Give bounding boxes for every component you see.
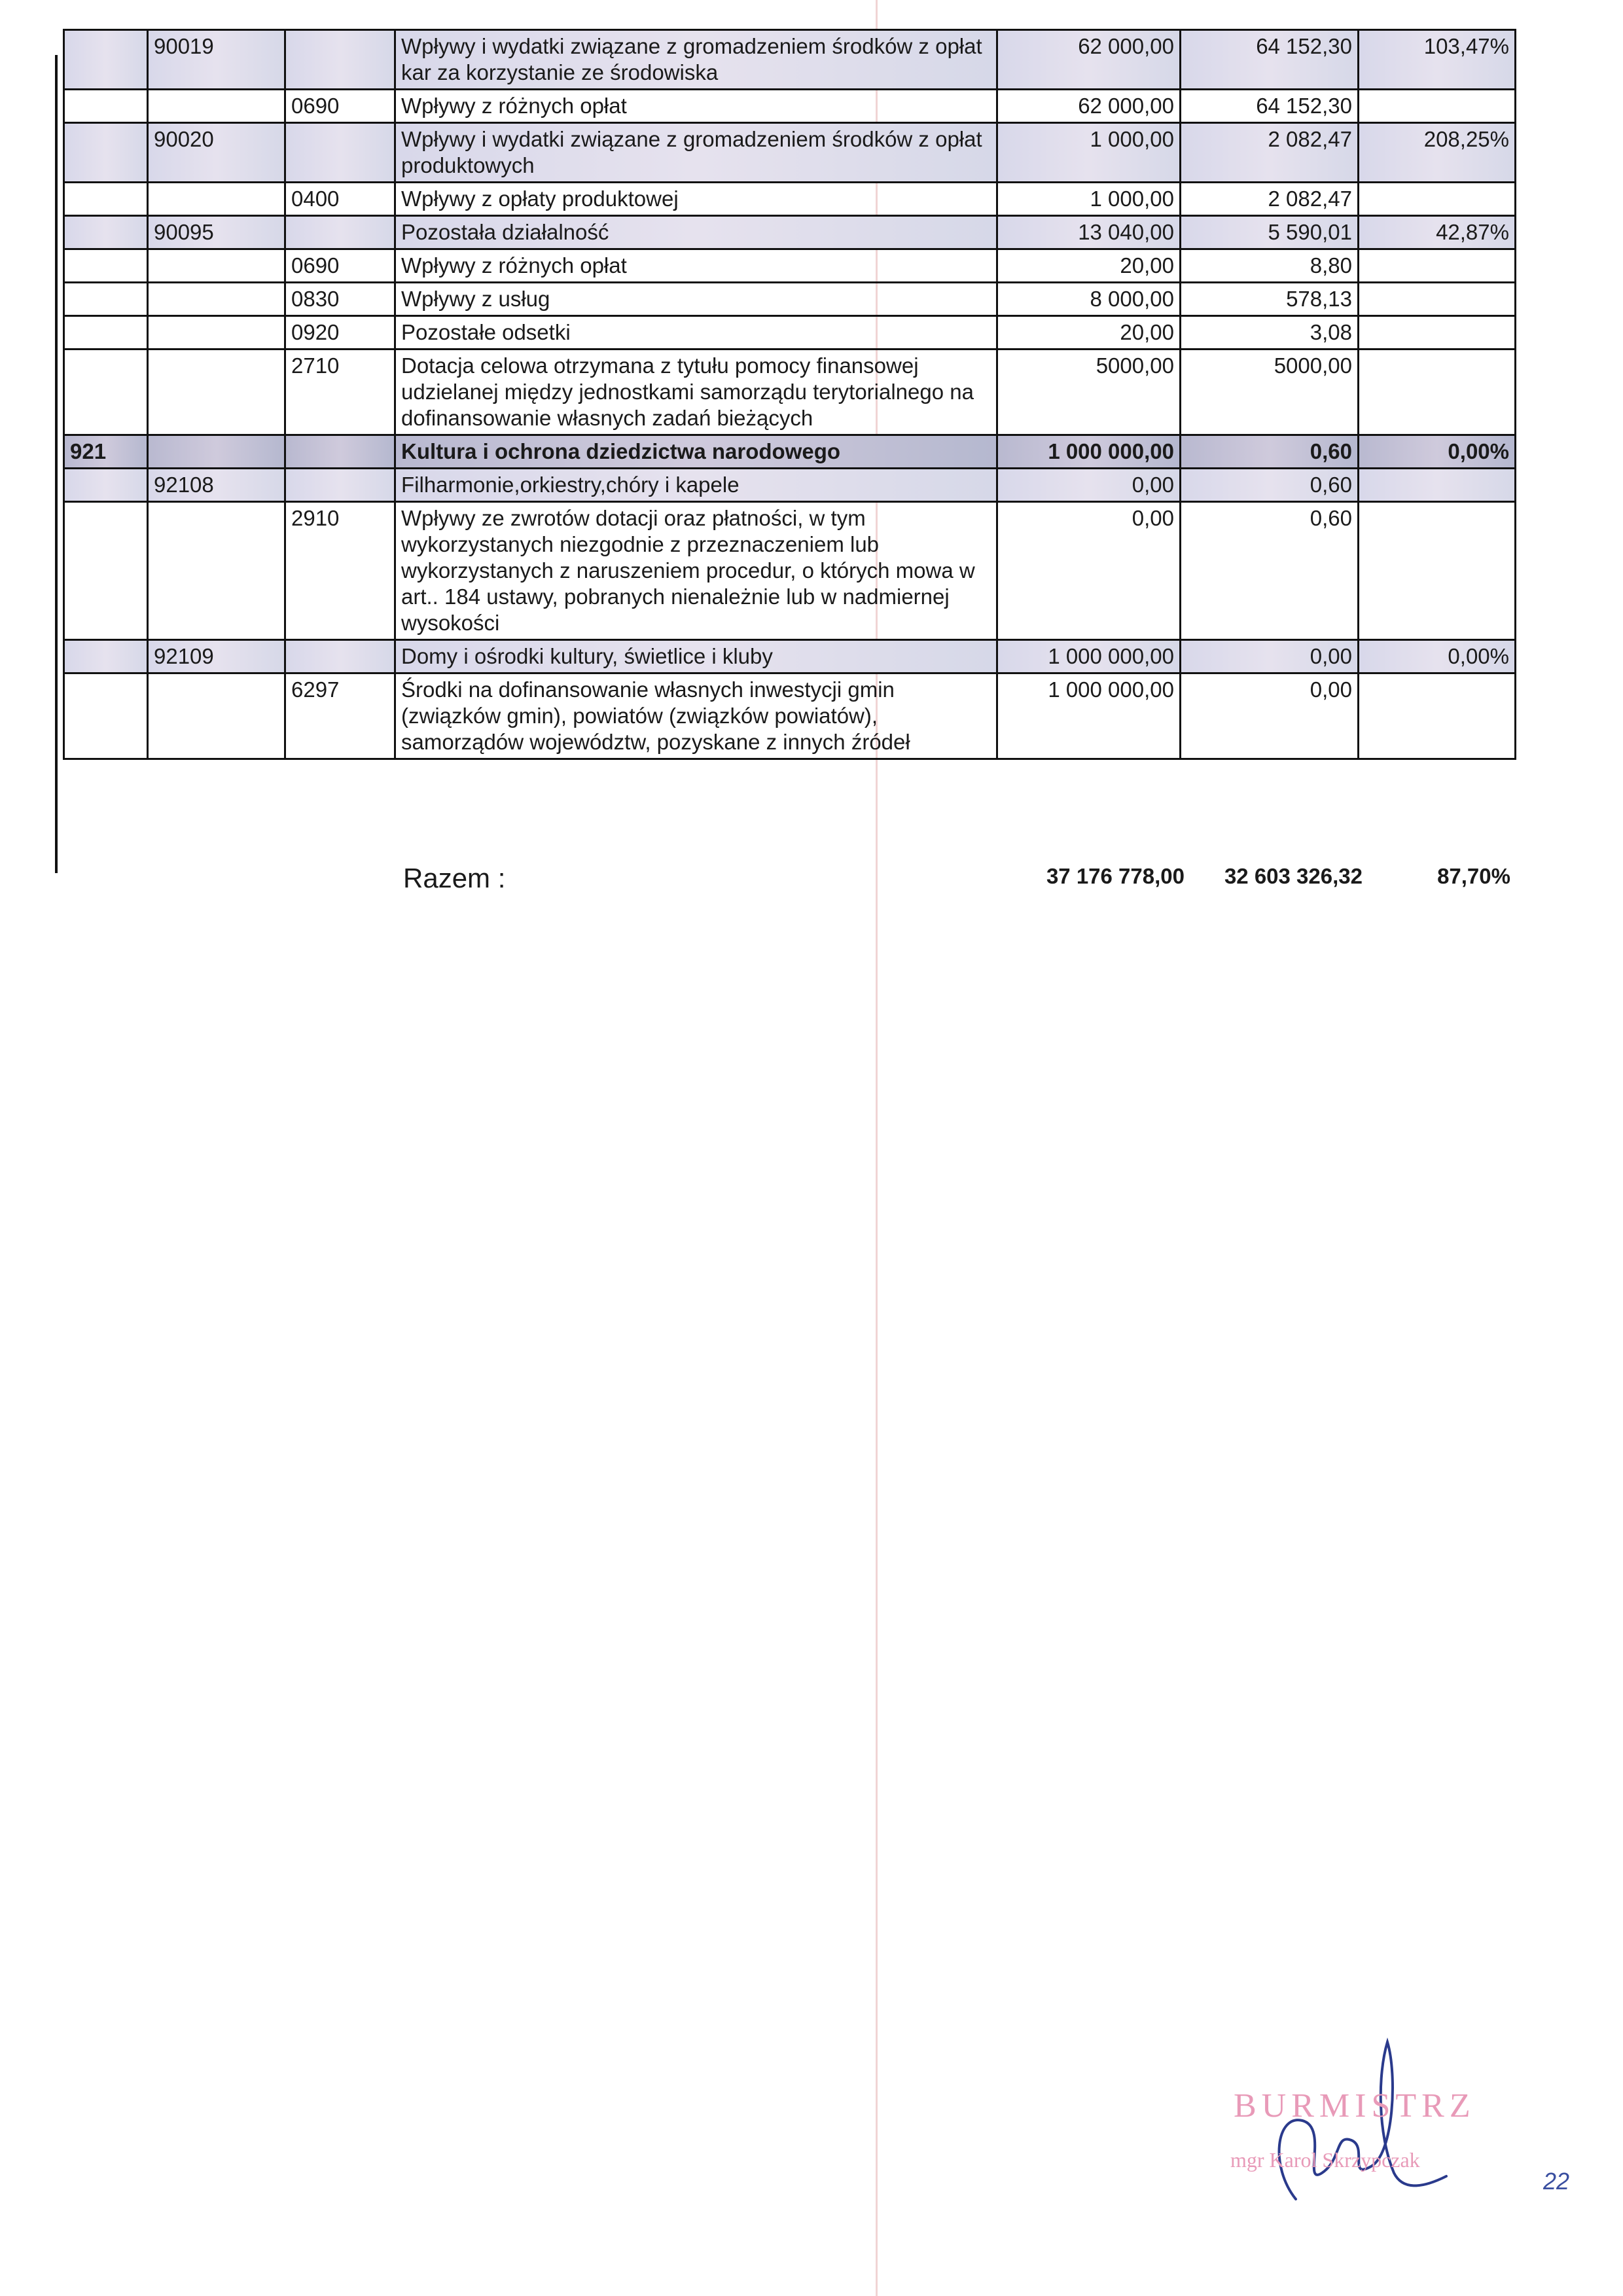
plan-amount-cell: 1 000,00 — [997, 183, 1181, 216]
paragraph-code-cell: 2710 — [285, 350, 395, 435]
plan-amount-cell: 62 000,00 — [997, 30, 1181, 90]
plan-amount-cell: 0,00 — [997, 502, 1181, 640]
paragraph-code-cell: 0920 — [285, 316, 395, 350]
table-row — [64, 216, 1516, 249]
table-row — [64, 640, 1516, 673]
chapter-code-cell: 92108 — [148, 469, 285, 502]
table-row — [64, 435, 1516, 469]
section-code-cell — [64, 469, 148, 502]
description-cell: Pozostałe odsetki — [395, 316, 997, 350]
description-cell: Wpływy z różnych opłat — [395, 249, 997, 283]
chapter-code-cell — [148, 283, 285, 316]
plan-amount-cell: 13 040,00 — [997, 216, 1181, 249]
percent-cell: 0,00% — [1359, 640, 1516, 673]
section-code-cell — [64, 316, 148, 350]
stamp-name: mgr Karol Skrzypczak — [1230, 2148, 1420, 2172]
paragraph-code-cell: 0830 — [285, 283, 395, 316]
execution-amount-cell: 5 590,01 — [1181, 216, 1359, 249]
plan-amount-cell: 20,00 — [997, 249, 1181, 283]
paragraph-code-cell — [285, 30, 395, 90]
paragraph-code-cell: 0690 — [285, 249, 395, 283]
execution-amount-cell: 8,80 — [1181, 249, 1359, 283]
chapter-code-cell — [148, 435, 285, 469]
section-code-cell: 921 — [64, 435, 148, 469]
description-cell: Kultura i ochrona dziedzictwa narodowego — [395, 435, 997, 469]
table-row — [64, 469, 1516, 502]
table-row — [64, 249, 1516, 283]
table-row — [64, 673, 1516, 759]
plan-amount-cell: 1 000 000,00 — [997, 640, 1181, 673]
plan-amount-cell: 1 000 000,00 — [997, 435, 1181, 469]
description-cell: Filharmonie,orkiestry,chóry i kapele — [395, 469, 997, 502]
section-code-cell — [64, 30, 148, 90]
plan-amount-cell: 1 000,00 — [997, 123, 1181, 183]
execution-amount-cell: 0,00 — [1181, 673, 1359, 759]
plan-amount-cell: 0,00 — [997, 469, 1181, 502]
section-code-cell — [64, 183, 148, 216]
summary-percent: 87,70% — [1437, 864, 1510, 888]
section-code-cell — [64, 249, 148, 283]
section-code-cell — [64, 90, 148, 123]
description-cell: Wpływy ze zwrotów dotacji oraz płatności, w tym wykorzystanych niezgodnie z przeznaczeniem lub wykorzystanych z naruszeniem procedur, o których mowa w art.. 184 ustawy, pobranych nienależnie lub w nadmiernej wysokości — [395, 502, 997, 640]
description-cell: Pozostała działalność — [395, 216, 997, 249]
summary-execution: 32 603 326,32 — [1224, 864, 1363, 888]
description-cell: Wpływy i wydatki związane z gromadzeniem środków z opłat kar za korzystanie ze środowiska — [395, 30, 997, 90]
stamp-title: BURMISTRZ — [1234, 2087, 1476, 2125]
percent-cell: 103,47% — [1359, 30, 1516, 90]
percent-cell — [1359, 673, 1516, 759]
description-cell: Dotacja celowa otrzymana z tytułu pomocy finansowej udzielanej między jednostkami samorządu terytorialnego na dofinansowanie własnych zadań bieżących — [395, 350, 997, 435]
section-code-cell — [64, 123, 148, 183]
budget-table — [63, 29, 1516, 760]
percent-cell — [1359, 90, 1516, 123]
execution-amount-cell: 5000,00 — [1181, 350, 1359, 435]
table-row — [64, 183, 1516, 216]
plan-amount-cell: 8 000,00 — [997, 283, 1181, 316]
section-code-cell — [64, 350, 148, 435]
percent-cell — [1359, 283, 1516, 316]
chapter-code-cell — [148, 673, 285, 759]
paragraph-code-cell: 6297 — [285, 673, 395, 759]
table-row — [64, 316, 1516, 350]
paragraph-code-cell: 0690 — [285, 90, 395, 123]
page-number: 22 — [1543, 2168, 1570, 2195]
table-row — [64, 123, 1516, 183]
execution-amount-cell: 64 152,30 — [1181, 30, 1359, 90]
table-row — [64, 350, 1516, 435]
chapter-code-cell: 90019 — [148, 30, 285, 90]
paragraph-code-cell: 0400 — [285, 183, 395, 216]
chapter-code-cell — [148, 183, 285, 216]
chapter-code-cell — [148, 350, 285, 435]
execution-amount-cell: 64 152,30 — [1181, 90, 1359, 123]
percent-cell — [1359, 249, 1516, 283]
budget-table-body — [64, 30, 1516, 759]
paragraph-code-cell — [285, 216, 395, 249]
execution-amount-cell: 2 082,47 — [1181, 123, 1359, 183]
chapter-code-cell — [148, 316, 285, 350]
summary-plan: 37 176 778,00 — [1046, 864, 1185, 888]
plan-amount-cell: 1 000 000,00 — [997, 673, 1181, 759]
percent-cell — [1359, 316, 1516, 350]
percent-cell: 0,00% — [1359, 435, 1516, 469]
percent-cell — [1359, 469, 1516, 502]
paragraph-code-cell — [285, 640, 395, 673]
execution-amount-cell: 3,08 — [1181, 316, 1359, 350]
summary-label: Razem : — [403, 863, 506, 893]
table-row — [64, 30, 1516, 90]
execution-amount-cell: 578,13 — [1181, 283, 1359, 316]
execution-amount-cell: 0,60 — [1181, 435, 1359, 469]
percent-cell — [1359, 350, 1516, 435]
chapter-code-cell: 90095 — [148, 216, 285, 249]
description-cell: Wpływy i wydatki związane z gromadzeniem środków z opłat produktowych — [395, 123, 997, 183]
table-row — [64, 502, 1516, 640]
percent-cell — [1359, 502, 1516, 640]
percent-cell: 208,25% — [1359, 123, 1516, 183]
execution-amount-cell: 2 082,47 — [1181, 183, 1359, 216]
percent-cell: 42,87% — [1359, 216, 1516, 249]
section-code-cell — [64, 673, 148, 759]
description-cell: Wpływy z usług — [395, 283, 997, 316]
plan-amount-cell: 62 000,00 — [997, 90, 1181, 123]
description-cell: Wpływy z opłaty produktowej — [395, 183, 997, 216]
paragraph-code-cell — [285, 469, 395, 502]
chapter-code-cell: 90020 — [148, 123, 285, 183]
description-cell: Środki na dofinansowanie własnych inwestycji gmin (związków gmin), powiatów (związków powiatów), samorządów województw, pozyskane z innych źródeł — [395, 673, 997, 759]
table-left-rule — [55, 55, 58, 873]
percent-cell — [1359, 183, 1516, 216]
chapter-code-cell — [148, 90, 285, 123]
section-code-cell — [64, 283, 148, 316]
section-code-cell — [64, 502, 148, 640]
chapter-code-cell — [148, 249, 285, 283]
paragraph-code-cell — [285, 435, 395, 469]
execution-amount-cell: 0,00 — [1181, 640, 1359, 673]
execution-amount-cell: 0,60 — [1181, 502, 1359, 640]
section-code-cell — [64, 216, 148, 249]
paragraph-code-cell — [285, 123, 395, 183]
chapter-code-cell: 92109 — [148, 640, 285, 673]
table-row — [64, 283, 1516, 316]
plan-amount-cell: 20,00 — [997, 316, 1181, 350]
section-code-cell — [64, 640, 148, 673]
chapter-code-cell — [148, 502, 285, 640]
plan-amount-cell: 5000,00 — [997, 350, 1181, 435]
description-cell: Domy i ośrodki kultury, świetlice i kluby — [395, 640, 997, 673]
description-cell: Wpływy z różnych opłat — [395, 90, 997, 123]
paragraph-code-cell: 2910 — [285, 502, 395, 640]
execution-amount-cell: 0,60 — [1181, 469, 1359, 502]
table-row — [64, 90, 1516, 123]
